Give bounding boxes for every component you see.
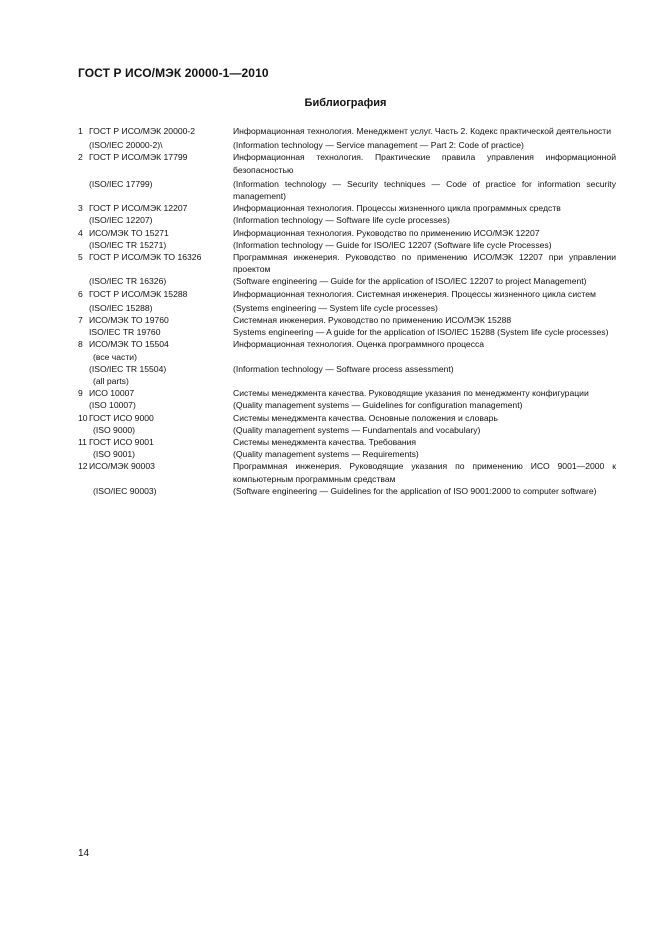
bibliography-entry bbox=[78, 302, 616, 314]
entry-number bbox=[78, 375, 89, 387]
bibliography-entry bbox=[78, 151, 616, 175]
entry-standard: (ISO/IEC 20000-2)\ bbox=[89, 140, 163, 151]
entry-description: Systems engineering — A guide for the application of ISO/IEC 15288 (System life cycle processes) bbox=[233, 327, 609, 338]
entry-standard: ГОСТ Р ИСО/МЭК 15288 bbox=[89, 288, 188, 299]
entry-description: Системы менеджмента качества. Основные положения и словарь bbox=[233, 412, 498, 423]
bibliography-entry bbox=[78, 363, 616, 375]
bibliography-entry bbox=[78, 139, 616, 151]
bibliography-entry bbox=[78, 275, 616, 287]
entry-number bbox=[78, 399, 89, 411]
entry-number: 6 bbox=[78, 288, 83, 299]
entry-description: (Software engineering — Guide for the application of ISO/IEC 12207 to project Management) bbox=[233, 276, 587, 287]
entry-number bbox=[78, 351, 89, 363]
entry-description: (Information technology — Guide for ISO/IEC 12207 (Software life cycle Processes) bbox=[233, 239, 552, 250]
entry-standard: ГОСТ Р ИСО/МЭК 20000-2 bbox=[89, 126, 196, 136]
bibliography-entry bbox=[78, 375, 616, 387]
entry-description: Системы менеджмента качества. Руководящие указания по менеджменту конфигурации bbox=[233, 388, 589, 399]
bibliography-entry bbox=[78, 227, 616, 239]
entry-description: (Information technology — Security techniques — Code of practice for information security management) bbox=[233, 178, 616, 202]
entry-number: 7 bbox=[78, 315, 83, 326]
entry-description: Информационная технология. Менеджмент услуг. Часть 2. Кодекс практической деятельности bbox=[233, 126, 612, 136]
entry-description: Информационная технология. Практические правила управления информационной безопасностью bbox=[233, 152, 616, 175]
entry-standard: ГОСТ ИСО 9000 bbox=[89, 412, 154, 423]
entry-standard: (all parts) bbox=[93, 376, 129, 387]
entry-description: Информационная технология. Оценка программного процесса bbox=[233, 339, 485, 350]
entry-standard: ИСО 10007 bbox=[89, 388, 135, 399]
bibliography-entry bbox=[78, 436, 616, 448]
entry-standard: (все части) bbox=[93, 351, 137, 362]
entry-standard: ИСО/МЭК 90003 bbox=[89, 461, 155, 472]
entry-standard: ГОСТ Р ИСО/МЭК 12207 bbox=[89, 203, 188, 214]
entry-description: Информационная технология. Процессы жизненного цикла программных средств bbox=[233, 203, 561, 214]
entry-standard: (ISO/IEC 90003) bbox=[93, 485, 157, 496]
entry-description: (Quality management systems — Requirements) bbox=[233, 449, 419, 460]
entry-number: 4 bbox=[78, 227, 83, 238]
entry-number: 10 bbox=[78, 412, 88, 423]
entry-number bbox=[78, 302, 89, 314]
bibliography-entry bbox=[78, 412, 616, 424]
bibliography-entry bbox=[78, 338, 616, 350]
bibliography-entry bbox=[78, 399, 616, 411]
entry-standard: (ISO 9000) bbox=[93, 424, 136, 435]
entry-number bbox=[78, 448, 89, 460]
entry-number bbox=[78, 178, 89, 202]
entry-description bbox=[233, 351, 616, 363]
bibliography-entry bbox=[78, 251, 616, 275]
bibliography-entry bbox=[78, 460, 616, 484]
entry-standard: ИСО/МЭК ТО 15271 bbox=[89, 227, 169, 238]
entry-description: (Information technology — Software process assessment) bbox=[233, 363, 454, 374]
entry-description: Программная инженерия. Руководство по применению ИСО/МЭК 12207 при управлении проектом bbox=[233, 252, 616, 275]
bibliography-entry bbox=[78, 326, 616, 338]
bibliography-entry bbox=[78, 288, 616, 300]
page-number: 14 bbox=[78, 848, 90, 859]
entry-description: Программная инженерия. Руководящие указания по применению ИСО 9001—2000 к компьютерным программным средствам bbox=[233, 461, 616, 484]
bibliography-entry bbox=[78, 214, 616, 226]
entry-standard: ГОСТ Р ИСО/МЭК 17799 bbox=[89, 152, 188, 163]
entry-description: (Software engineering — Guidelines for the application of ISO 9001:2000 to computer software) bbox=[233, 485, 597, 496]
bibliography-entry bbox=[78, 314, 616, 326]
entry-description: Системная инженерия. Руководство по применению ИСО/МЭК 15288 bbox=[233, 315, 512, 326]
entry-number: 12 bbox=[78, 461, 88, 472]
entry-description: Информационная технология. Руководство по применению ИСО/МЭК 12207 bbox=[233, 227, 540, 238]
bibliography-entry bbox=[78, 424, 616, 436]
bibliography-title: Библиография bbox=[304, 97, 387, 109]
entry-number: 11 bbox=[78, 437, 87, 448]
entry-number bbox=[78, 485, 89, 497]
entry-standard: (ISO/IEC TR 16326) bbox=[89, 276, 167, 287]
entry-standard: (ISO 10007) bbox=[89, 400, 136, 411]
entry-description: (Quality management systems — Guidelines for configuration management) bbox=[233, 400, 523, 411]
bibliography-entry bbox=[78, 485, 616, 497]
bibliography-entry bbox=[78, 178, 616, 202]
bibliography-list bbox=[78, 125, 616, 497]
entry-standard: (ISO/IEC TR 15271) bbox=[89, 239, 167, 250]
entry-standard: (ISO/IEC TR 15504) bbox=[89, 363, 167, 374]
entry-number bbox=[78, 275, 89, 287]
entry-standard: (ISO/IEC 12207) bbox=[89, 215, 153, 226]
entry-description: (Quality management systems — Fundamentals and vocabulary) bbox=[233, 424, 481, 435]
entry-number: 8 bbox=[78, 339, 83, 350]
entry-number: 5 bbox=[78, 252, 83, 263]
document-header: ГОСТ Р ИСО/МЭК 20000-1—2010 bbox=[78, 66, 269, 80]
entry-number: 9 bbox=[78, 388, 83, 399]
entry-standard: ИСО/МЭК ТО 15504 bbox=[89, 339, 169, 350]
entry-description: Системы менеджмента качества. Требования bbox=[233, 437, 417, 448]
entry-description: (Information technology — Software life cycle processes) bbox=[233, 215, 450, 226]
bibliography-entry bbox=[78, 351, 616, 363]
entry-number bbox=[78, 139, 89, 151]
entry-standard: (ISO/IEC 15288) bbox=[89, 302, 153, 313]
entry-description: Информационная технология. Системная инженерия. Процессы жизненного цикла систем bbox=[233, 288, 596, 299]
entry-number: 1 bbox=[78, 126, 83, 136]
entry-number bbox=[78, 326, 89, 338]
bibliography-entry bbox=[78, 448, 616, 460]
entry-description bbox=[233, 375, 616, 387]
entry-standard: ГОСТ ИСО 9001 bbox=[89, 437, 154, 448]
entry-standard: ГОСТ Р ИСО/МЭК ТО 16326 bbox=[89, 252, 202, 263]
entry-number: 2 bbox=[78, 152, 83, 163]
entry-number bbox=[78, 363, 89, 375]
bibliography-entry bbox=[78, 239, 616, 251]
entry-description: (Systems engineering — System life cycle processes) bbox=[233, 302, 438, 313]
entry-description: (Information technology — Service management — Part 2: Code of practice) bbox=[233, 140, 524, 151]
entry-standard: ИСО/МЭК ТО 19760 bbox=[89, 315, 169, 326]
bibliography-entry bbox=[78, 202, 616, 214]
entry-standard: (ISO/IEC 17799) bbox=[89, 178, 153, 189]
entry-standard: ISO/IEC TR 19760 bbox=[89, 327, 161, 338]
entry-standard: (ISO 9001) bbox=[93, 449, 136, 460]
entry-number bbox=[78, 424, 89, 436]
entry-number bbox=[78, 214, 89, 226]
bibliography-entry bbox=[78, 125, 616, 137]
bibliography-entry bbox=[78, 387, 616, 399]
entry-number bbox=[78, 239, 89, 251]
entry-number: 3 bbox=[78, 203, 83, 214]
